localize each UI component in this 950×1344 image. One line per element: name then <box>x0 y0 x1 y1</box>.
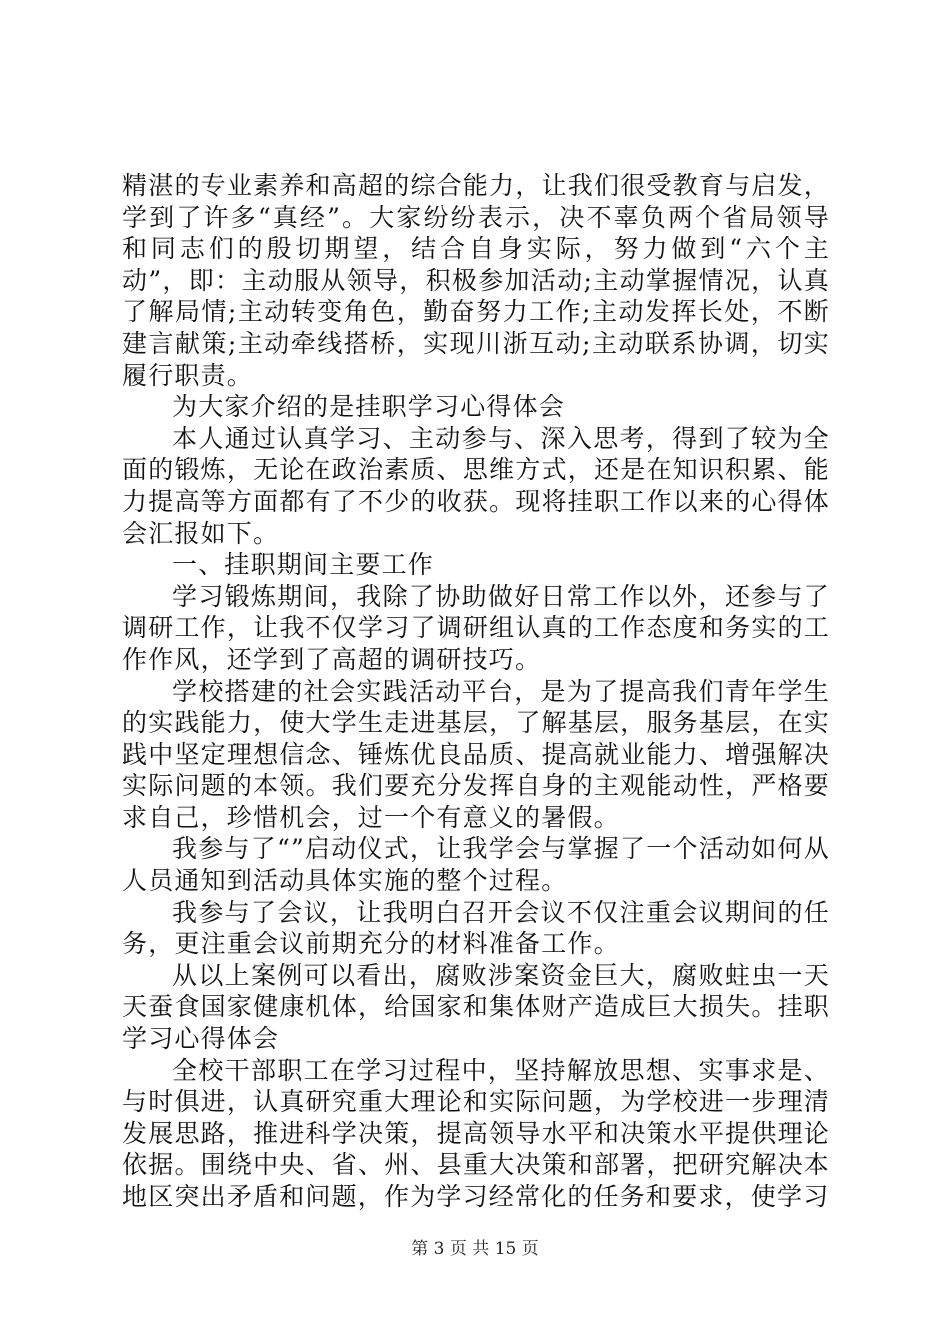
page-number-footer: 第 3 页 共 15 页 <box>411 1239 539 1259</box>
paragraph-10: 全校干部职工在学习过程中，坚持解放思想、实事求是、与时俱进，认真研究重大理论和实际问题，为学校进一步理清发展思路，推进科学决策，提高领导水平和决策水平提供理论依据。围绕中央、省、州、县重大决策和部署，把研究解决本地区突出矛盾和问题，作为学习经常化的任务和要求，使学习 <box>122 1055 830 1211</box>
paragraph-5: 学习锻炼期间，我除了协助做好日常工作以外，还参与了调研工作，让我不仅学习了调研组认真的工作态度和务实的工作作风，还学到了高超的调研技巧。 <box>122 581 830 674</box>
document-body <box>122 170 830 1213</box>
paragraph-2: 为大家介绍的是挂职学习心得体会 <box>172 392 566 422</box>
section-heading: 一、挂职期间主要工作 <box>172 550 435 580</box>
paragraph-7: 我参与了“”启动仪式，让我学会与掌握了一个活动如何从人员通知到活动具体实施的整个过程。 <box>122 834 830 896</box>
paragraph-9: 从以上案例可以看出，腐败涉案资金巨大，腐败蛀虫一天天蚕食国家健康机体，给国家和集体财产造成巨大损失。挂职学习心得体会 <box>122 960 830 1054</box>
paragraph-8: 我参与了会议，让我明白召开会议不仅注重会议期间的任务，更注重会议前期充分的材料准备工作。 <box>122 897 830 959</box>
paragraph-1: 精湛的专业素养和高超的综合能力，让我们很受教育与启发，学到了许多“真经”。大家纷纷表示，决不辜负两个省局领导和同志们的殷切期望，结合自身实际，努力做到“六个主动”，即：主动服从领导，积极参加活动;主动掌握情况，认真了解局情;主动转变角色，勤奋努力工作;主动发挥长处，不断建言献策;主动牵线搭桥，实现川浙互动;主动联系协调，切实履行职责。 <box>122 171 830 390</box>
paragraph-3: 本人通过认真学习、主动参与、深入思考，得到了较为全面的锻炼，无论在政治素质、思维方式，还是在知识积累、能力提高等方面都有了不少的收获。现将挂职工作以来的心得体会汇报如下。 <box>122 423 830 548</box>
paragraph-6: 学校搭建的社会实践活动平台，是为了提高我们青年学生的实践能力，使大学生走进基层，了解基层，服务基层，在实践中坚定理想信念、锤炼优良品质、提高就业能力、增强解决实际问题的本领。我们要充分发挥自身的主观能动性，严格要求自己，珍惜机会，过一个有意义的暑假。 <box>122 676 830 832</box>
